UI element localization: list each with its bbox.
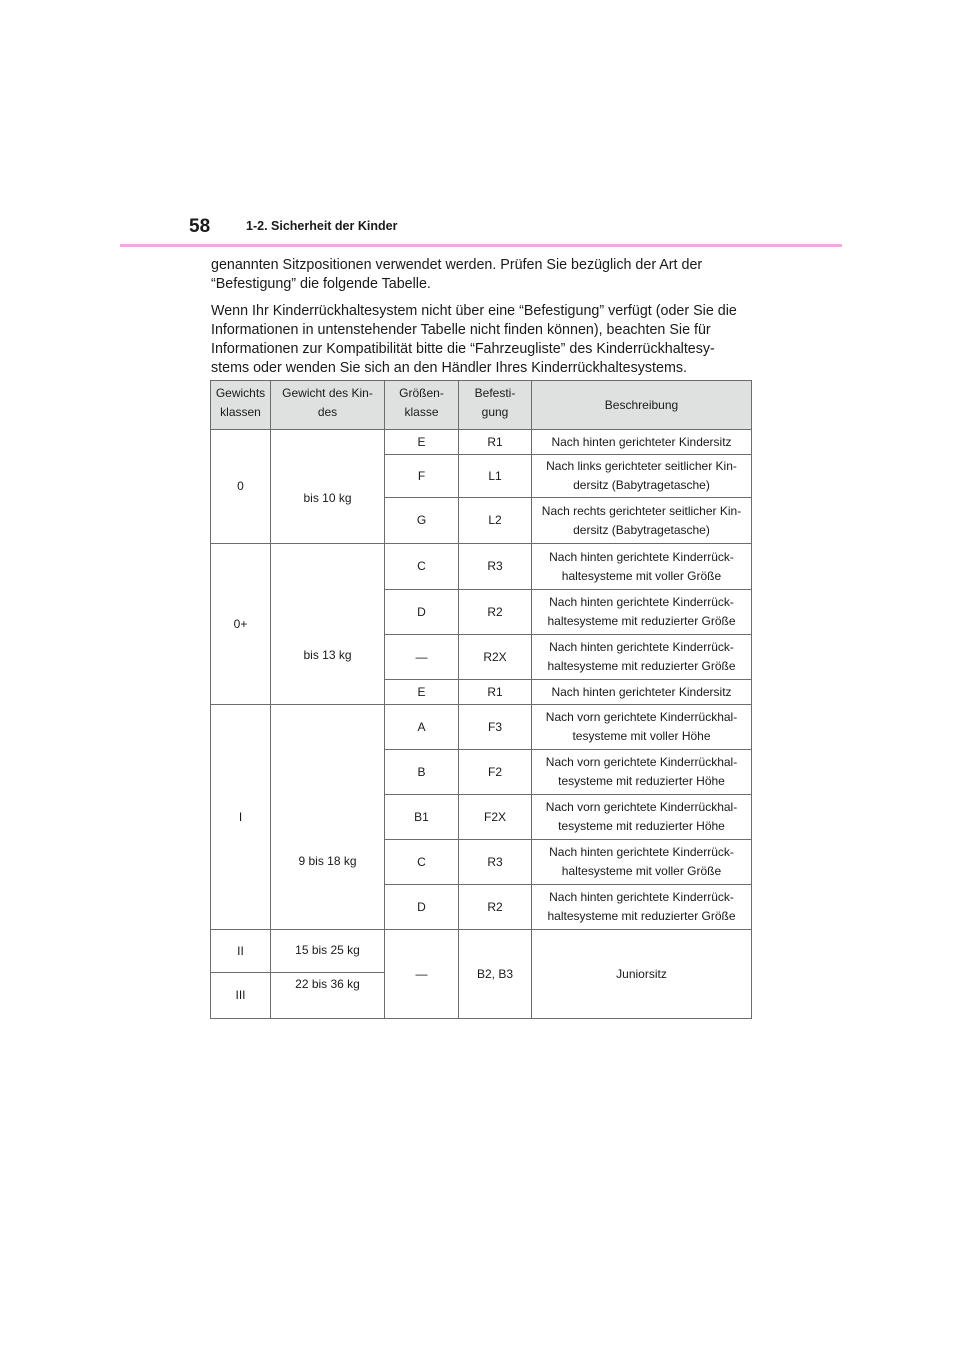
description-cell: Nach hinten gerichtete Kinderrück- haltesysteme mit voller Größe xyxy=(532,544,752,590)
weight-cell xyxy=(271,705,385,930)
fixture-cell: B2, B3 xyxy=(459,930,532,1019)
size-cell: — xyxy=(385,930,459,1019)
group-cell: 0 xyxy=(211,430,271,544)
header-weight: Gewicht des Kin- des xyxy=(271,381,385,430)
description-cell: Nach hinten gerichtete Kinderrück- haltesysteme mit voller Größe xyxy=(532,840,752,885)
group-cell: 0+ xyxy=(211,544,271,705)
fixture-cell: F2X xyxy=(459,795,532,840)
paragraph-1: genannten Sitzpositionen verwendet werden. Prüfen Sie bezüglich der Art der “Befestigung” die folgende Tabelle. xyxy=(211,257,703,292)
table-header-row xyxy=(211,381,752,430)
weight-cell xyxy=(271,973,385,1019)
size-cell: E xyxy=(385,430,459,455)
group-cell: I xyxy=(211,705,271,930)
child-seat-table xyxy=(210,380,752,1019)
weight-text: bis 13 kg xyxy=(303,647,352,662)
fixture-cell: R2 xyxy=(459,590,532,635)
table-row xyxy=(211,544,752,590)
fixture-cell: R2 xyxy=(459,885,532,930)
fixture-cell: R3 xyxy=(459,544,532,590)
header-fixture: Befesti- gung xyxy=(459,381,532,430)
group-cell: III xyxy=(211,973,271,1019)
size-cell: B1 xyxy=(385,795,459,840)
group-cell: II xyxy=(211,930,271,973)
weight-text: 15 bis 25 kg xyxy=(295,942,360,957)
size-cell: C xyxy=(385,544,459,590)
description-cell: Nach vorn gerichtete Kinderrückhal- tesysteme mit voller Höhe xyxy=(532,705,752,750)
fixture-cell: R2X xyxy=(459,635,532,680)
weight-cell xyxy=(271,930,385,973)
fixture-cell: F3 xyxy=(459,705,532,750)
description-cell: Nach vorn gerichtete Kinderrückhal- tesysteme mit reduzierter Höhe xyxy=(532,750,752,795)
description-cell: Nach hinten gerichteter Kindersitz xyxy=(532,430,752,455)
page-number: 58 xyxy=(189,216,211,237)
header-size: Größen- klasse xyxy=(385,381,459,430)
table-row xyxy=(211,430,752,455)
size-cell: D xyxy=(385,885,459,930)
size-cell: E xyxy=(385,680,459,705)
weight-text: 22 bis 36 kg xyxy=(295,977,360,991)
table-row xyxy=(211,930,752,973)
size-cell: — xyxy=(385,635,459,680)
description-cell: Juniorsitz xyxy=(532,930,752,1019)
description-cell: Nach hinten gerichtete Kinderrück- haltesysteme mit reduzierter Größe xyxy=(532,885,752,930)
size-cell: C xyxy=(385,840,459,885)
fixture-cell: R1 xyxy=(459,680,532,705)
size-cell: A xyxy=(385,705,459,750)
description-cell: Nach hinten gerichteter Kindersitz xyxy=(532,680,752,705)
fixture-cell: F2 xyxy=(459,750,532,795)
description-cell: Nach rechts gerichteter seitlicher Kin- dersitz (Babytragetasche) xyxy=(532,498,752,544)
header-rule xyxy=(120,244,842,247)
header-group: Gewichts klassen xyxy=(211,381,271,430)
description-cell: Nach vorn gerichtete Kinderrückhal- tesysteme mit reduzierter Höhe xyxy=(532,795,752,840)
table-row xyxy=(211,705,752,750)
weight-cell xyxy=(271,544,385,705)
header-description: Beschreibung xyxy=(532,381,752,430)
description-cell: Nach links gerichteter seitlicher Kin- dersitz (Babytragetasche) xyxy=(532,455,752,498)
size-cell: F xyxy=(385,455,459,498)
fixture-cell: L2 xyxy=(459,498,532,544)
size-cell: G xyxy=(385,498,459,544)
weight-cell xyxy=(271,430,385,544)
section-title: 1-2. Sicherheit der Kinder xyxy=(246,219,398,233)
weight-text: bis 10 kg xyxy=(303,491,352,505)
body-text xyxy=(211,256,756,386)
weight-text: 9 bis 18 kg xyxy=(298,854,357,868)
fixture-cell: R1 xyxy=(459,430,532,455)
fixture-cell: R3 xyxy=(459,840,532,885)
size-cell: B xyxy=(385,750,459,795)
description-cell: Nach hinten gerichtete Kinderrück- haltesysteme mit reduzierter Größe xyxy=(532,635,752,680)
fixture-cell: L1 xyxy=(459,455,532,498)
description-cell: Nach hinten gerichtete Kinderrück- haltesysteme mit reduzierter Größe xyxy=(532,590,752,635)
size-cell: D xyxy=(385,590,459,635)
paragraph-2: Wenn Ihr Kinderrückhaltesystem nicht über eine “Befestigung” verfügt (oder Sie die Informationen in untenstehender Tabelle nicht finden können), beachten Sie für Informationen zur Kompatibilität bitte die “Fahrzeugliste” des Kinderrückhaltesy- stems oder wenden Sie sich an den Händler Ihres Kinderrückhaltesystems. xyxy=(211,303,737,376)
